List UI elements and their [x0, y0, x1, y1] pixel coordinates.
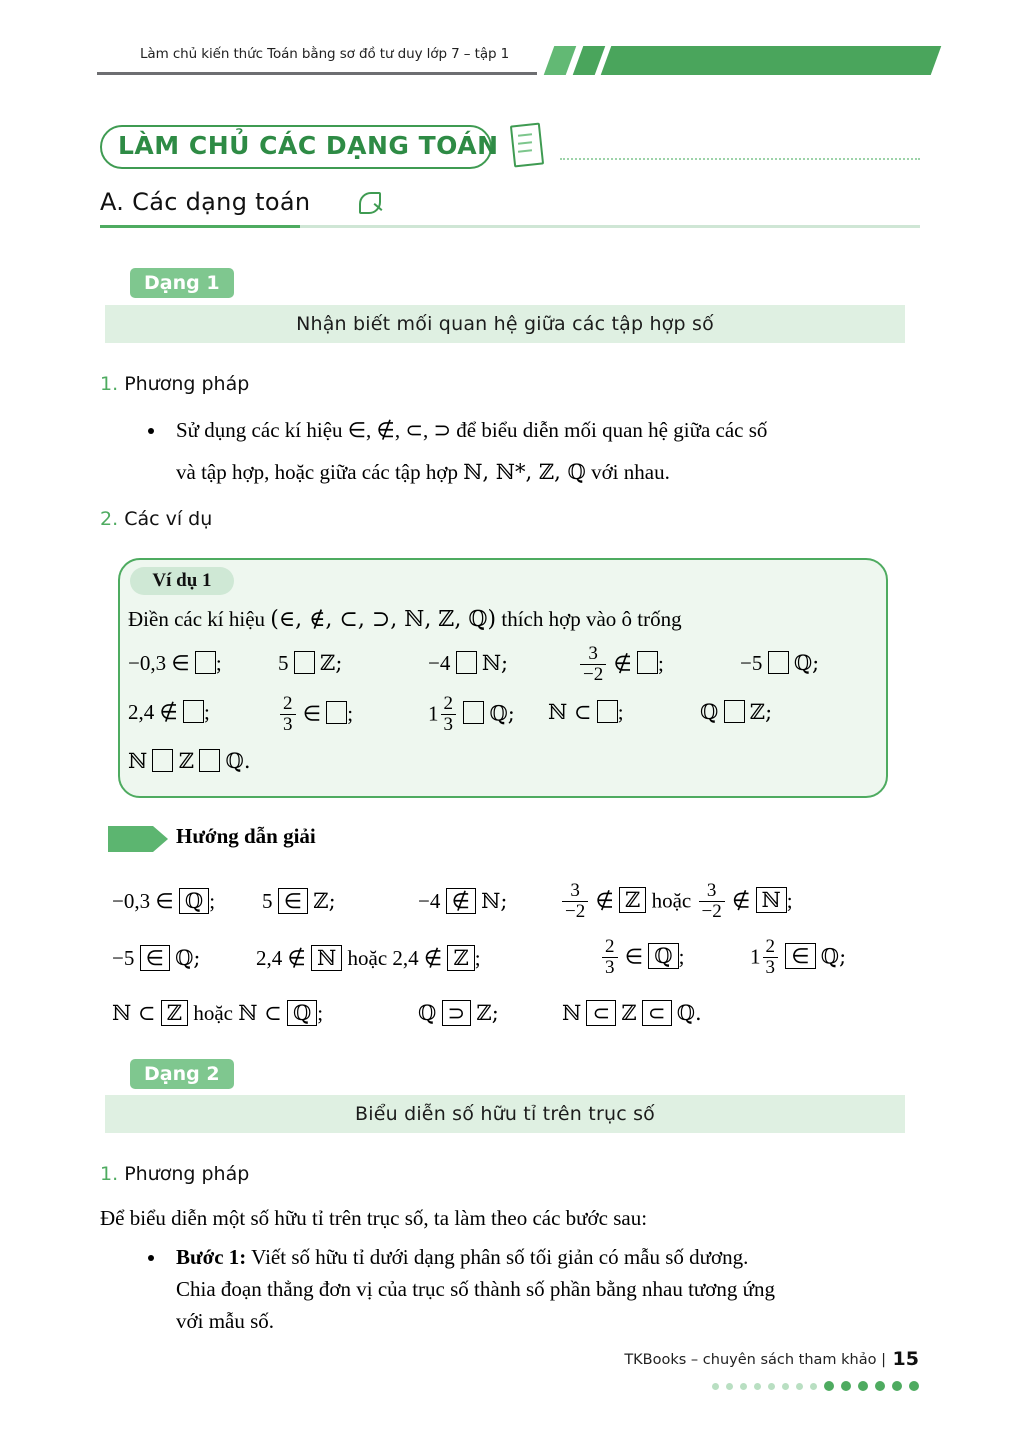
item-1-lhs: −0,3 ∈ [128, 651, 190, 675]
answer-blank[interactable] [768, 651, 789, 674]
dang-1-banner: Nhận biết mối quan hệ giữa các tập hợp số [105, 305, 905, 343]
denominator: 3 [602, 957, 618, 978]
example-1-item-3 [428, 651, 508, 676]
solution-item-7 [600, 938, 684, 979]
solution-item-11 [562, 1000, 702, 1026]
dang-1-chip: Dạng 1 [130, 268, 234, 298]
bullet-icon [148, 1255, 154, 1261]
answer-blank[interactable] [152, 749, 173, 772]
sol-4-rel: ∉ [595, 888, 614, 913]
sol-10-answer-2: ℚ [287, 1000, 317, 1026]
header-slash-2 [573, 46, 606, 75]
solution-item-4 [560, 882, 793, 923]
footer-page-number: 15 [892, 1348, 919, 1370]
sol-10-end: ; [317, 1001, 324, 1025]
dang-2-method-number: 1. [100, 1163, 119, 1185]
item-5-rhs: ℚ; [793, 651, 820, 675]
answer-blank[interactable] [326, 701, 347, 724]
sol-5-end: ; [786, 888, 793, 913]
item-8-rhs: ℚ; [489, 701, 515, 726]
sol-1-lhs: −0,3 ∈ [112, 889, 174, 913]
fraction [441, 694, 457, 735]
sol-7-lhs2: 2,4 ∉ [392, 946, 443, 970]
sol-3-rhs: ℕ; [481, 889, 508, 913]
example-1-chip: Ví dụ 1 [130, 567, 234, 595]
sol-11-rhs: ℤ; [476, 1001, 499, 1025]
item-9-end: ; [617, 700, 624, 724]
solution-label: Hướng dẫn giải [176, 824, 316, 848]
sol-7-end: ; [474, 946, 481, 970]
sol-8-rel: ∈ [624, 944, 644, 969]
item-8-whole: 1 [428, 701, 439, 726]
fraction [602, 937, 618, 978]
sol-5-rel: ∉ [731, 888, 751, 913]
item-11-a: ℕ [128, 749, 148, 773]
solution-item-10 [418, 1000, 499, 1026]
dang-2-method-head [100, 1163, 249, 1185]
item-10-rhs: ℤ; [749, 700, 773, 724]
example-1-item-5 [740, 651, 819, 676]
book-icon [508, 122, 542, 166]
example-1-item-9 [548, 700, 624, 725]
answer-blank[interactable] [637, 651, 658, 674]
dang-2-step-line-2: Chia đoạn thẳng đơn vị của trục số thành số phần bằng nhau tương ứng [176, 1277, 776, 1301]
dang-1-method-head [100, 373, 249, 395]
example-1-item-6 [128, 700, 210, 725]
example-1-prompt-prefix: Điền các kí hiệu [128, 607, 271, 631]
solution-item-9 [112, 1000, 323, 1026]
example-1-item-11 [128, 749, 251, 774]
sol-12-answer-2: ⊂ [642, 1000, 672, 1026]
sol-12-end: ℚ. [676, 1001, 702, 1025]
solution-item-8 [750, 938, 846, 979]
answer-blank[interactable] [294, 651, 315, 674]
sol-5-answer: ℕ [756, 887, 787, 913]
sol-12-mid: ℤ [621, 1001, 637, 1025]
sol-6-lhs: −5 [112, 946, 135, 970]
numerator: 2 [605, 936, 615, 957]
sol-12-answer: ⊂ [586, 1000, 616, 1026]
item-4-end: ; [658, 651, 664, 676]
numerator: 2 [283, 693, 293, 714]
dang-2-step-line-3: với mẫu số. [176, 1309, 275, 1333]
numerator: 2 [443, 693, 453, 714]
fraction [763, 937, 779, 978]
item-6-lhs: 2,4 ∉ [128, 700, 178, 724]
header-rule [97, 72, 537, 75]
item-10-lhs: ℚ [700, 700, 719, 724]
item-11-c: ℚ. [225, 749, 251, 773]
numerator: 3 [706, 880, 717, 901]
denominator: 3 [280, 714, 296, 735]
item-7-rel: ∈ [302, 701, 322, 726]
method-line-2-sets: ℕ, ℕ*, ℤ, ℚ [463, 460, 586, 484]
section-a-label: A. Các dạng toán [100, 188, 311, 216]
sol-4-or: hoặc [651, 888, 692, 913]
item-11-b: ℤ [178, 749, 195, 773]
sol-12-lhs: ℕ [562, 1001, 582, 1025]
dang-1-method-line-2 [176, 452, 916, 492]
fraction [562, 881, 588, 922]
sol-6-answer: ∈ [140, 945, 170, 971]
solution-item-2 [262, 888, 336, 914]
footer-dots [712, 1381, 919, 1391]
sol-4-answer: ℤ [619, 887, 646, 913]
sol-1-end: ; [209, 889, 216, 913]
header-slash-3 [601, 46, 942, 75]
answer-blank[interactable] [597, 700, 618, 723]
solution-item-5 [112, 945, 201, 971]
sol-1-answer: ℚ [179, 888, 209, 914]
dang-2-method-text: Phương pháp [124, 1163, 250, 1185]
fraction [580, 644, 606, 685]
solution-item-3 [418, 888, 507, 914]
sol-10-lhs: ℕ ⊂ [112, 1001, 156, 1025]
solution-item-6 [256, 945, 481, 971]
sol-8-end: ; [678, 944, 685, 969]
item-3-lhs: −4 [428, 651, 451, 675]
sol-7-answer-2: ℤ [447, 945, 474, 971]
denominator: −2 [699, 901, 725, 922]
answer-blank[interactable] [183, 700, 204, 723]
denominator: −2 [580, 664, 606, 685]
page-title: LÀM CHỦ CÁC DẠNG TOÁN [118, 131, 499, 160]
sol-10-lhs2: ℕ ⊂ [238, 1001, 282, 1025]
denominator: −2 [562, 901, 588, 922]
numerator: 3 [570, 880, 580, 901]
example-1-item-1 [128, 651, 222, 676]
item-9-lhs: ℕ ⊂ [548, 700, 592, 724]
method-line-2-prefix: và tập hợp, hoặc giữa các tập hợp [176, 460, 464, 484]
sol-10-or: hoặc [193, 1001, 233, 1025]
denominator: 3 [441, 714, 457, 735]
step-label: Bước 1: [176, 1245, 247, 1269]
example-1-item-8 [428, 695, 515, 736]
dang-1-examples-text: Các ví dụ [124, 508, 213, 530]
sol-9-whole: 1 [750, 944, 761, 969]
example-1-item-10 [700, 700, 772, 725]
dang-1-examples-head [100, 508, 212, 530]
item-2-rhs: ℤ; [320, 651, 343, 675]
sol-11-lhs: ℚ [418, 1001, 437, 1025]
sol-3-lhs: −4 [418, 889, 441, 913]
fraction [280, 694, 296, 735]
fraction [699, 881, 725, 922]
answer-blank[interactable] [456, 651, 477, 674]
footer-text: TKBooks – chuyên sách tham khảo | [624, 1352, 886, 1368]
leaf-icon [355, 188, 385, 218]
header-slash-1 [544, 46, 577, 75]
answer-blank[interactable] [463, 701, 484, 724]
method-line-2-suffix: với nhau. [585, 460, 670, 484]
step-text-1: Viết số hữu tỉ dưới dạng phân số tối giản có mẫu số dương. [246, 1245, 749, 1269]
numerator: 2 [765, 936, 775, 957]
denominator: 3 [763, 957, 779, 978]
sol-11-answer: ⊃ [442, 1000, 472, 1026]
answer-blank[interactable] [199, 749, 220, 772]
item-1-end: ; [215, 651, 222, 675]
answer-blank[interactable] [195, 651, 216, 674]
item-2-lhs: 5 [278, 651, 289, 675]
solution-flag-icon [108, 826, 168, 852]
running-title: Làm chủ kiến thức Toán bằng sơ đồ tư duy lớp 7 – tập 1 [140, 46, 510, 62]
dang-2-intro: Để biểu diễn một số hữu tỉ trên trục số, ta làm theo các bước sau: [100, 1206, 648, 1230]
item-3-rhs: ℕ; [481, 651, 509, 675]
example-1-prompt-suffix: thích hợp vào ô trống [496, 607, 682, 631]
example-1-prompt [128, 607, 682, 632]
sol-7-or: hoặc [347, 946, 388, 970]
sol-2-answer: ∈ [278, 888, 308, 914]
sol-10-answer: ℤ [161, 1000, 188, 1026]
example-1-prompt-sets: (∈, ∉, ⊂, ⊃, ℕ, ℤ, ℚ) [270, 607, 497, 632]
sol-2-lhs: 5 [262, 889, 273, 913]
bullet-icon [148, 428, 154, 434]
example-1-item-7 [278, 695, 353, 736]
sol-7-lhs: 2,4 ∉ [256, 946, 306, 970]
solution-item-1 [112, 888, 215, 914]
dang-1-examples-number: 2. [100, 508, 119, 530]
page-header [0, 46, 1016, 88]
sol-2-rhs: ℤ; [313, 889, 336, 913]
dang-1-method-text: Phương pháp [124, 373, 250, 395]
item-7-end: ; [347, 701, 354, 726]
dang-2-banner: Biểu diễn số hữu tỉ trên trục số [105, 1095, 905, 1133]
dang-1-method-number: 1. [100, 373, 119, 395]
sol-8-answer: ℚ [648, 943, 678, 969]
sol-3-answer: ∉ [446, 888, 476, 914]
sol-6-rhs: ℚ; [175, 946, 201, 970]
title-dotted-rule [560, 158, 920, 160]
answer-blank[interactable] [724, 700, 745, 723]
example-1-item-2 [278, 651, 342, 676]
example-1-item-4 [578, 645, 664, 686]
dang-2-chip: Dạng 2 [130, 1059, 234, 1089]
item-4-rel: ∉ [613, 651, 632, 676]
sol-9-answer: ∈ [785, 943, 815, 969]
item-5-lhs: −5 [740, 651, 763, 675]
numerator: 3 [588, 643, 598, 664]
item-6-end: ; [204, 700, 210, 724]
sol-7-answer: ℕ [311, 945, 342, 971]
dang-1-method-line-1: Sử dụng các kí hiệu ∈, ∉, ⊂, ⊃ để biểu diễn mối quan hệ giữa các số [176, 418, 768, 442]
section-a-rule-accent [100, 225, 300, 228]
sol-9-rhs: ℚ; [820, 944, 847, 969]
